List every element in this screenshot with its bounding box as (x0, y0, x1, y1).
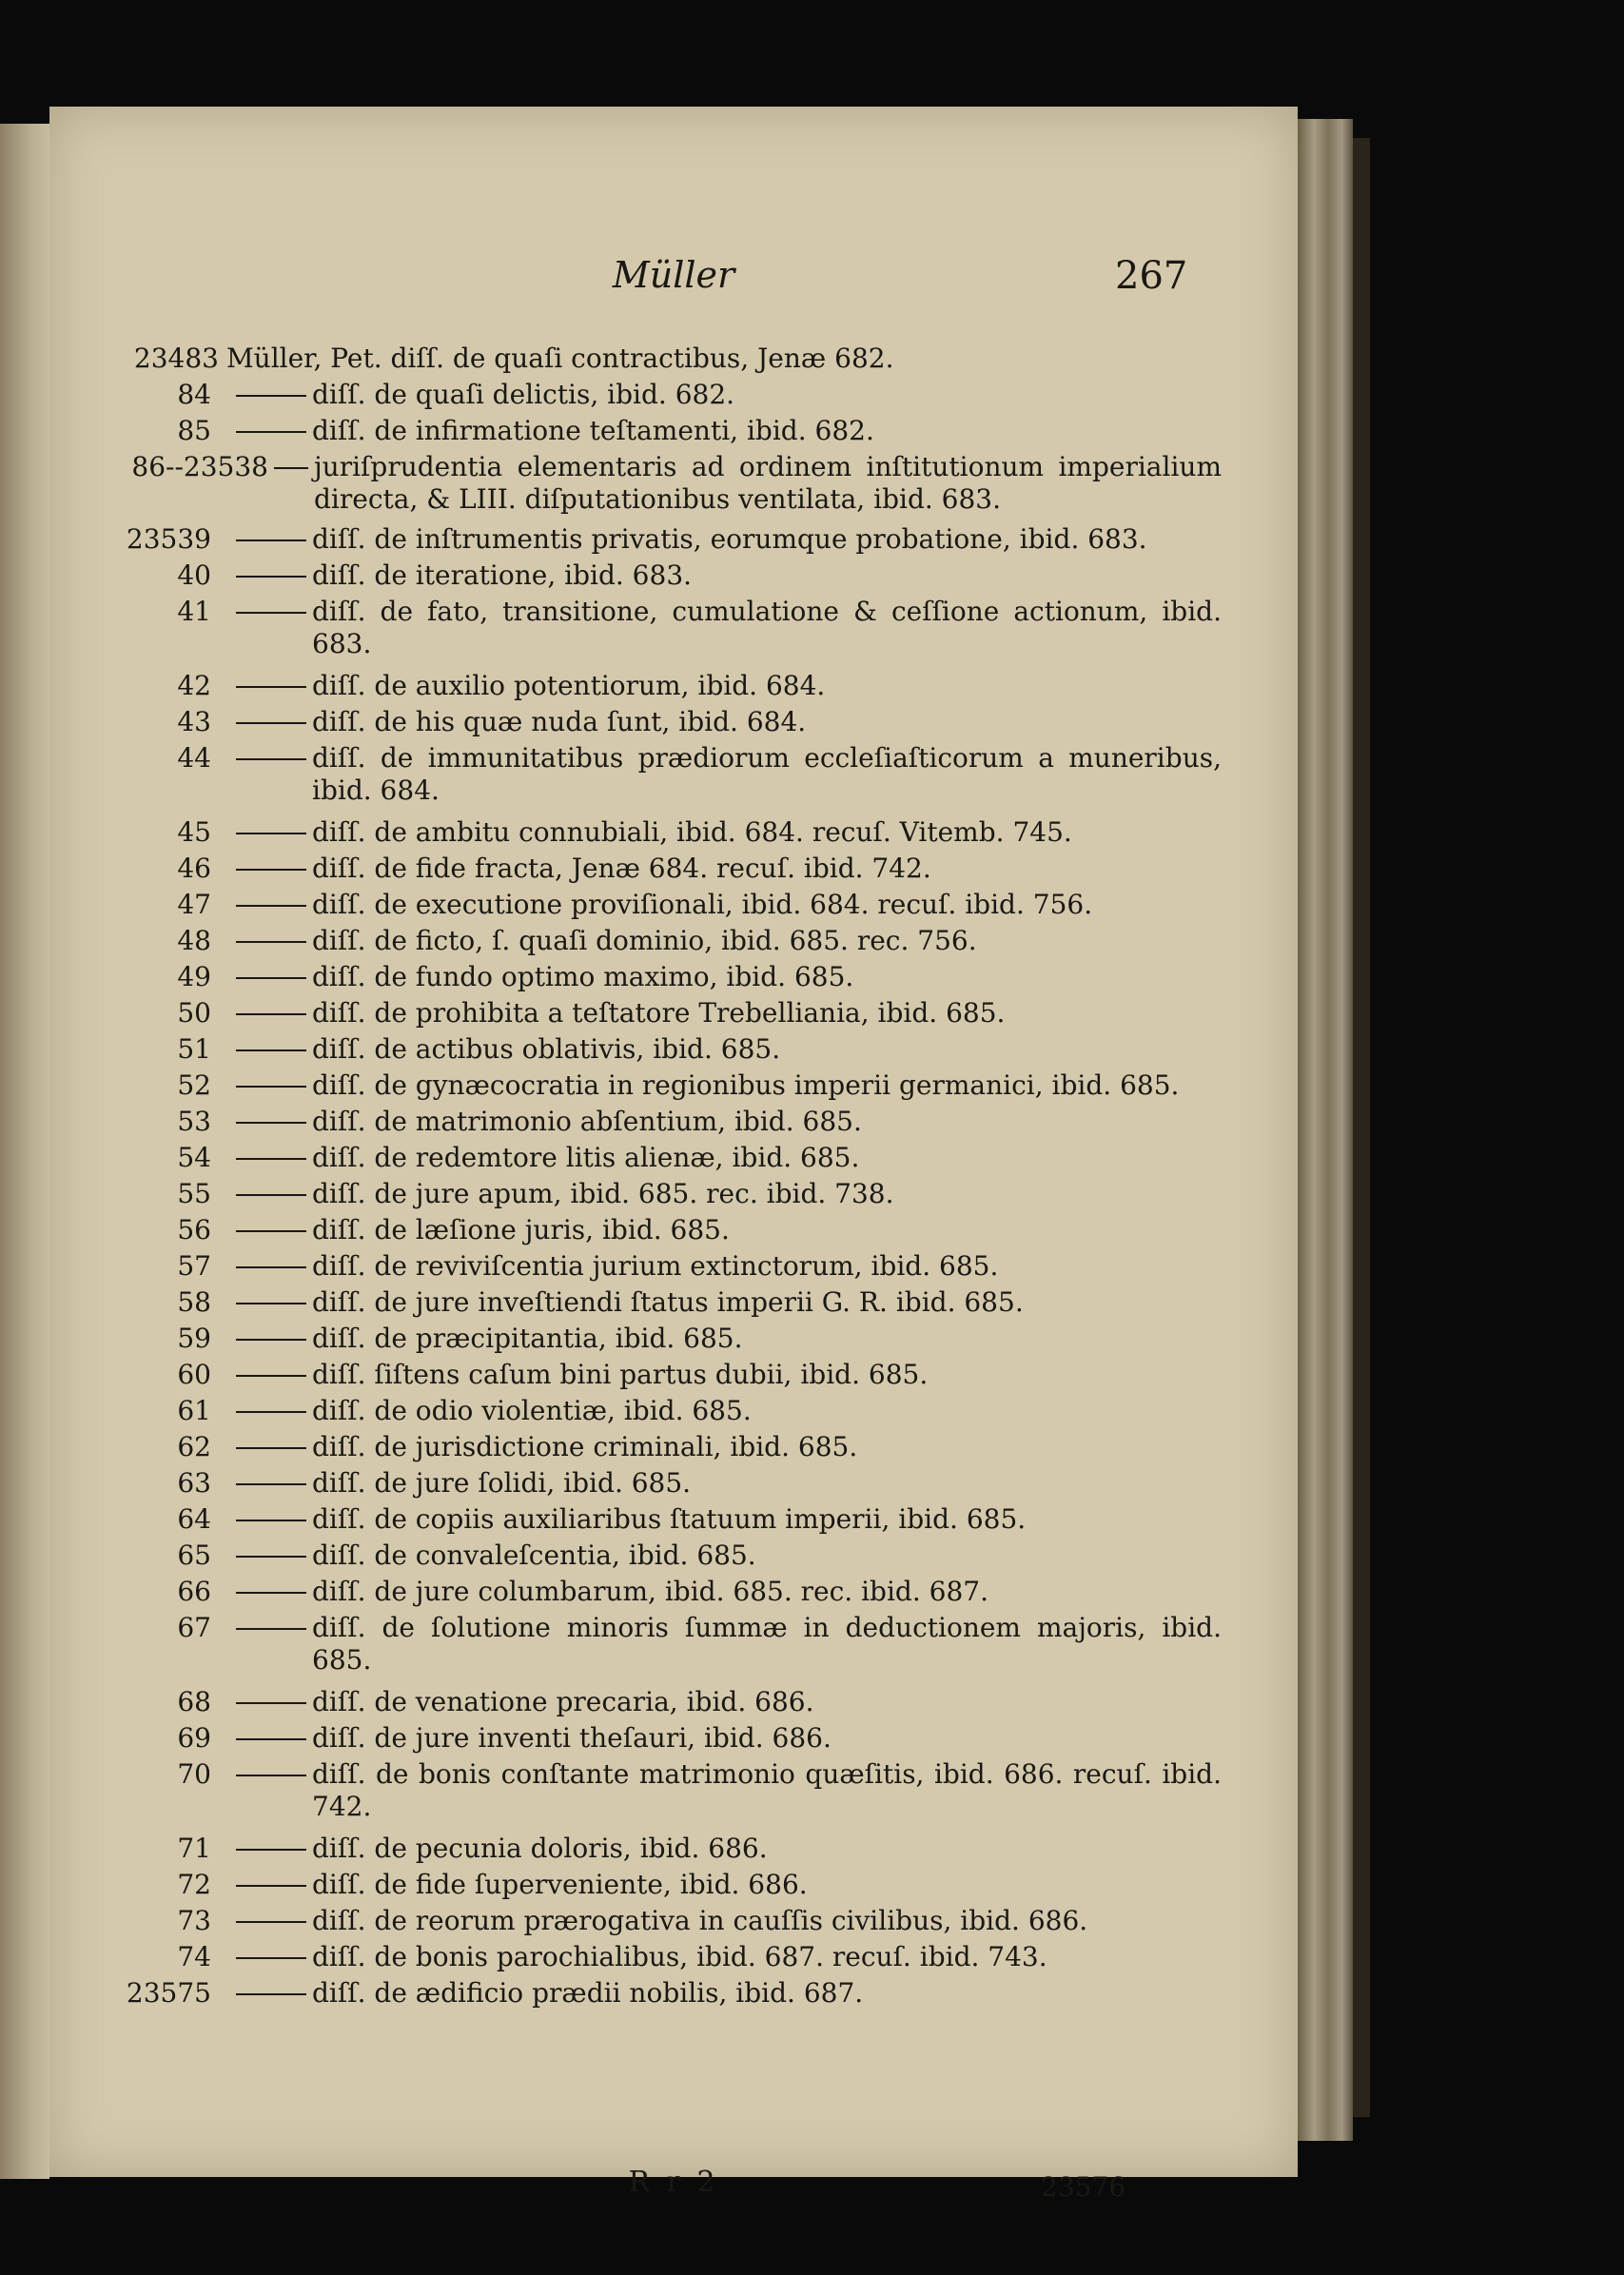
facing-page-edge (0, 124, 49, 2179)
entry-text: diſſ. de auxilio potentiorum, ibid. 684. (312, 670, 826, 701)
ditto-dash (236, 1921, 306, 1923)
entry-number: 63 (177, 1467, 211, 1499)
ditto-dash (236, 612, 306, 614)
entry-number: 50 (177, 997, 211, 1029)
entry-number: 46 (177, 853, 211, 884)
entry-number: 68 (177, 1686, 211, 1717)
entry-number: 55 (177, 1178, 211, 1209)
ditto-dash (236, 1520, 306, 1521)
entry-text: diſſ. de præcipitantia, ibid. 685. (312, 1323, 743, 1354)
entry-number: 51 (177, 1033, 211, 1065)
ditto-dash (236, 1738, 306, 1740)
book-cover-edge (1353, 138, 1370, 2117)
ditto-dash (236, 1303, 306, 1304)
entry-number: 85 (177, 415, 211, 446)
entry-number: 84 (177, 379, 211, 410)
entry-number: 74 (177, 1941, 211, 1972)
entry-text: diſſ. de ſolutione minoris ſummæ in deductionem majoris, ibid. 685. (312, 1612, 1222, 1676)
entry-text: Müller, Pet. diſſ. de quaſi contractibus, Jenæ 682. (226, 343, 894, 374)
ditto-dash (236, 1158, 306, 1160)
entry-text: diſſ. de bonis conſtante matrimonio quæſitis, ibid. 686. recuſ. ibid. 742. (312, 1758, 1222, 1822)
ditto-dash (236, 1339, 306, 1341)
page-number: 267 (1115, 254, 1188, 298)
entry-number: 52 (177, 1069, 211, 1101)
entry-number: 59 (177, 1323, 211, 1354)
ditto-dash (236, 1049, 306, 1051)
entry-number: 43 (177, 706, 211, 737)
entry-text: diſſ. de jurisdictione criminali, ibid. 685. (312, 1431, 858, 1462)
entry-number: 47 (177, 889, 211, 920)
entry-text: diſſ. de actibus oblativis, ibid. 685. (312, 1033, 781, 1065)
ditto-dash (236, 686, 306, 688)
entry-number: 42 (177, 670, 211, 701)
entry-text: diſſ. de venatione precaria, ibid. 686. (312, 1686, 814, 1717)
ditto-dash (236, 1086, 306, 1088)
entry-text: juriſprudentia elementaris ad ordinem inſtitutionum imperialium directa, & LIII. diſputationibus ventilata, ibid. 683. (314, 451, 1222, 515)
entry-text: diſſ. de jure inveſtiendi ſtatus imperii G. R. ibid. 685. (312, 1286, 1024, 1318)
entry-text: diſſ. de executione proviſionali, ibid. 684. recuſ. ibid. 756. (312, 889, 1093, 920)
book-page (49, 107, 1298, 2203)
entry-text: diſſ. de jure inventi theſauri, ibid. 686. (312, 1722, 832, 1754)
entry-text: diſſ. ſiſtens caſum bini partus dubii, ibid. 685. (312, 1359, 929, 1390)
entry-text: diſſ. de immunitatibus prædiorum eccleſiaſticorum a muneribus, ibid. 684. (312, 742, 1222, 806)
entry-number: 23483 (133, 343, 219, 374)
ditto-dash (236, 722, 306, 724)
entry-number: 54 (177, 1142, 211, 1173)
entry-text: diſſ. de fundo optimo maximo, ibid. 685. (312, 961, 854, 992)
entry-number: 71 (177, 1833, 211, 1864)
entry-text: diſſ. de matrimonio abſentium, ibid. 685. (312, 1106, 862, 1137)
entry-number: 40 (177, 559, 211, 591)
signature-mark: R r 2 (628, 2166, 719, 2199)
entry-text: diſſ. de copiis auxiliaribus ſtatuum imperii, ibid. 685. (312, 1503, 1027, 1535)
entry-number: 44 (177, 742, 211, 774)
catchword: 23576 (1041, 2171, 1126, 2203)
ditto-dash (236, 1266, 306, 1268)
ditto-dash (236, 905, 306, 907)
entry-number: 67 (177, 1612, 211, 1643)
ditto-dash (236, 869, 306, 871)
ditto-dash (236, 977, 306, 979)
ditto-dash (236, 1556, 306, 1558)
entry-text: diſſ. de redemtore litis alienæ, ibid. 685. (312, 1142, 860, 1173)
ditto-dash (236, 1885, 306, 1887)
ditto-dash (236, 1592, 306, 1594)
entry-text: diſſ. de infirmatione teſtamenti, ibid. 682. (312, 415, 874, 446)
entry-number: 62 (177, 1431, 211, 1462)
ditto-dash (236, 1411, 306, 1413)
entry-text: diſſ. de fide fracta, Jenæ 684. recuſ. ibid. 742. (312, 853, 931, 884)
entry-number: 48 (177, 925, 211, 956)
ditto-dash (236, 1447, 306, 1449)
ditto-dash (236, 941, 306, 943)
catalogue-entries (49, 107, 1298, 2177)
entry-text: diſſ. de ficto, ſ. quaſi dominio, ibid. 685. rec. 756. (312, 925, 977, 956)
ditto-dash (236, 758, 306, 760)
ditto-dash (236, 1993, 306, 1995)
ditto-dash (236, 1375, 306, 1377)
entry-text: diſſ. de pecunia doloris, ibid. 686. (312, 1833, 768, 1864)
ditto-dash (274, 467, 308, 469)
running-head: Müller (612, 254, 735, 296)
entry-text: diſſ. de his quæ nuda ſunt, ibid. 684. (312, 706, 807, 737)
ditto-dash (236, 1775, 306, 1776)
entry-number: 86--23538 (131, 451, 268, 482)
entry-text: diſſ. de læſione juris, ibid. 685. (312, 1214, 730, 1245)
entry-number: 56 (177, 1214, 211, 1245)
entry-number: 60 (177, 1359, 211, 1390)
ditto-dash (236, 1483, 306, 1485)
entry-number: 23539 (126, 523, 211, 555)
entry-number: 65 (177, 1540, 211, 1571)
entry-text: diſſ. de gynæcocratia in regionibus imperii germanici, ibid. 685. (312, 1069, 1180, 1101)
entry-text: diſſ. de bonis parochialibus, ibid. 687. recuſ. ibid. 743. (312, 1941, 1047, 1972)
entry-number: 73 (177, 1905, 211, 1936)
entry-text: diſſ. de reviviſcentia jurium extinctorum, ibid. 685. (312, 1250, 999, 1282)
ditto-dash (236, 1230, 306, 1232)
ditto-dash (236, 1628, 306, 1630)
ditto-dash (236, 1849, 306, 1851)
ditto-dash (236, 431, 306, 433)
entry-text: diſſ. de prohibita a teſtatore Trebelliania, ibid. 685. (312, 997, 1006, 1029)
entry-text: diſſ. de jure columbarum, ibid. 685. rec. ibid. 687. (312, 1576, 988, 1607)
entry-text: diſſ. de jure apum, ibid. 685. rec. ibid. 738. (312, 1178, 894, 1209)
entry-number: 23575 (126, 1977, 211, 2009)
entry-text: diſſ. de inſtrumentis privatis, eorumque probatione, ibid. 683. (312, 523, 1147, 555)
entry-number: 64 (177, 1503, 211, 1535)
entry-number: 49 (177, 961, 211, 992)
entry-number: 45 (177, 816, 211, 848)
entry-text: diſſ. de fide ſuperveniente, ibid. 686. (312, 1869, 808, 1900)
entry-number: 70 (177, 1758, 211, 1790)
entry-number: 41 (177, 596, 211, 627)
entry-text: diſſ. de ædificio prædii nobilis, ibid. 687. (312, 1977, 864, 2009)
ditto-dash (236, 1013, 306, 1015)
entry-text: diſſ. de reorum prærogativa in cauſſis civilibus, ibid. 686. (312, 1905, 1088, 1936)
entry-number: 66 (177, 1576, 211, 1607)
book-spine (1298, 119, 1353, 2141)
entry-text: diſſ. de odio violentiæ, ibid. 685. (312, 1395, 752, 1426)
ditto-dash (236, 1194, 306, 1196)
entry-number: 57 (177, 1250, 211, 1282)
entry-text: diſſ. de convaleſcentia, ibid. 685. (312, 1540, 756, 1571)
ditto-dash (236, 539, 306, 541)
entry-number: 53 (177, 1106, 211, 1137)
ditto-dash (236, 833, 306, 834)
entry-number: 58 (177, 1286, 211, 1318)
entry-text: diſſ. de quaſi delictis, ibid. 682. (312, 379, 735, 410)
entry-text: diſſ. de iteratione, ibid. 683. (312, 559, 693, 591)
entry-number: 72 (177, 1869, 211, 1900)
ditto-dash (236, 576, 306, 578)
entry-number: 69 (177, 1722, 211, 1754)
entry-number: 61 (177, 1395, 211, 1426)
ditto-dash (236, 1957, 306, 1959)
ditto-dash (236, 1702, 306, 1704)
ditto-dash (236, 395, 306, 397)
entry-text: diſſ. de ambitu connubiali, ibid. 684. recuſ. Vitemb. 745. (312, 816, 1072, 848)
entry-text: diſſ. de fato, transitione, cumulatione & ceſſione actionum, ibid. 683. (312, 596, 1222, 659)
ditto-dash (236, 1122, 306, 1124)
entry-text: diſſ. de jure ſolidi, ibid. 685. (312, 1467, 692, 1499)
